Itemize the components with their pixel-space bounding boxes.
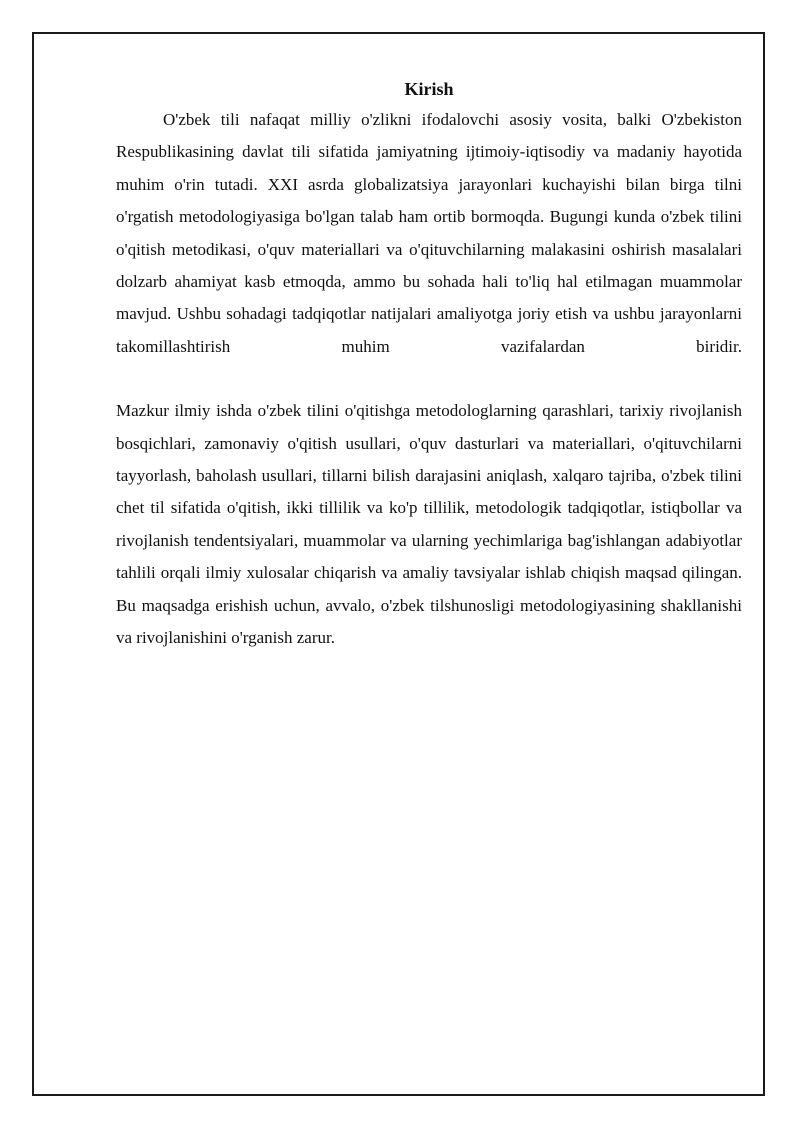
document-body <box>116 74 742 655</box>
paragraph-objectives: Mazkur ilmiy ishda o'zbek tilini o'qitishga metodologlarning qarashlari, tarixiy rivojlanish bosqichlari, zamonaviy o'qitish usullari, o'quv dasturlari va materiallari, o'qituvchilarni tayyorlash, baholash usullari, tillarni bilish darajasini aniqlash, xalqaro tajriba, o'zbek tilini chet til sifatida o'qitish, ikki tillilik va ko'p tillilik, metodologik tadqiqotlar, istiqbollar va rivojlanish tendentsiyalari, muammolar va ularning yechimlariga bag'ishlangan adabiyotlar tahlili orqali ilmiy xulosalar chiqarish va amaliy tavsiyalar ishlab chiqish maqsad qilingan. Bu maqsadga erishish uchun, avvalo, o'zbek tilshunosligi metodologiyasining shakllanishi va rivojlanishini o'rganish zarur. <box>116 401 742 648</box>
paragraph-spacer <box>116 363 742 395</box>
document-title: Kirish <box>404 79 454 99</box>
paragraph-introduction: O'zbek tili nafaqat milliy o'zlikni ifodalovchi asosiy vosita, balki O'zbekiston Respublikasining davlat tili sifatida jamiyatning ijtimoiy-iqtisodiy va madaniy hayotida muhim o'rin tutadi. XXI asrda globalizatsiya jarayonlari kuchayishi bilan birga tilni o'rgatish metodologiyasiga bo'lgan talab ham ortib bormoqda. Bugungi kunda o'zbek tilini o'qitish metodikasi, o'quv materiallari va o'qituvchilarning malakasini oshirish masalalari dolzarb ahamiyat kasb etmoqda, ammo bu sohada hali to'liq hal etilmagan muammolar mavjud. Ushbu sohadagi tadqiqotlar natijalari amaliyotga joriy etish va ushbu jarayonlarni takomillashtirish muhim vazifalardan biridir. <box>116 110 742 356</box>
